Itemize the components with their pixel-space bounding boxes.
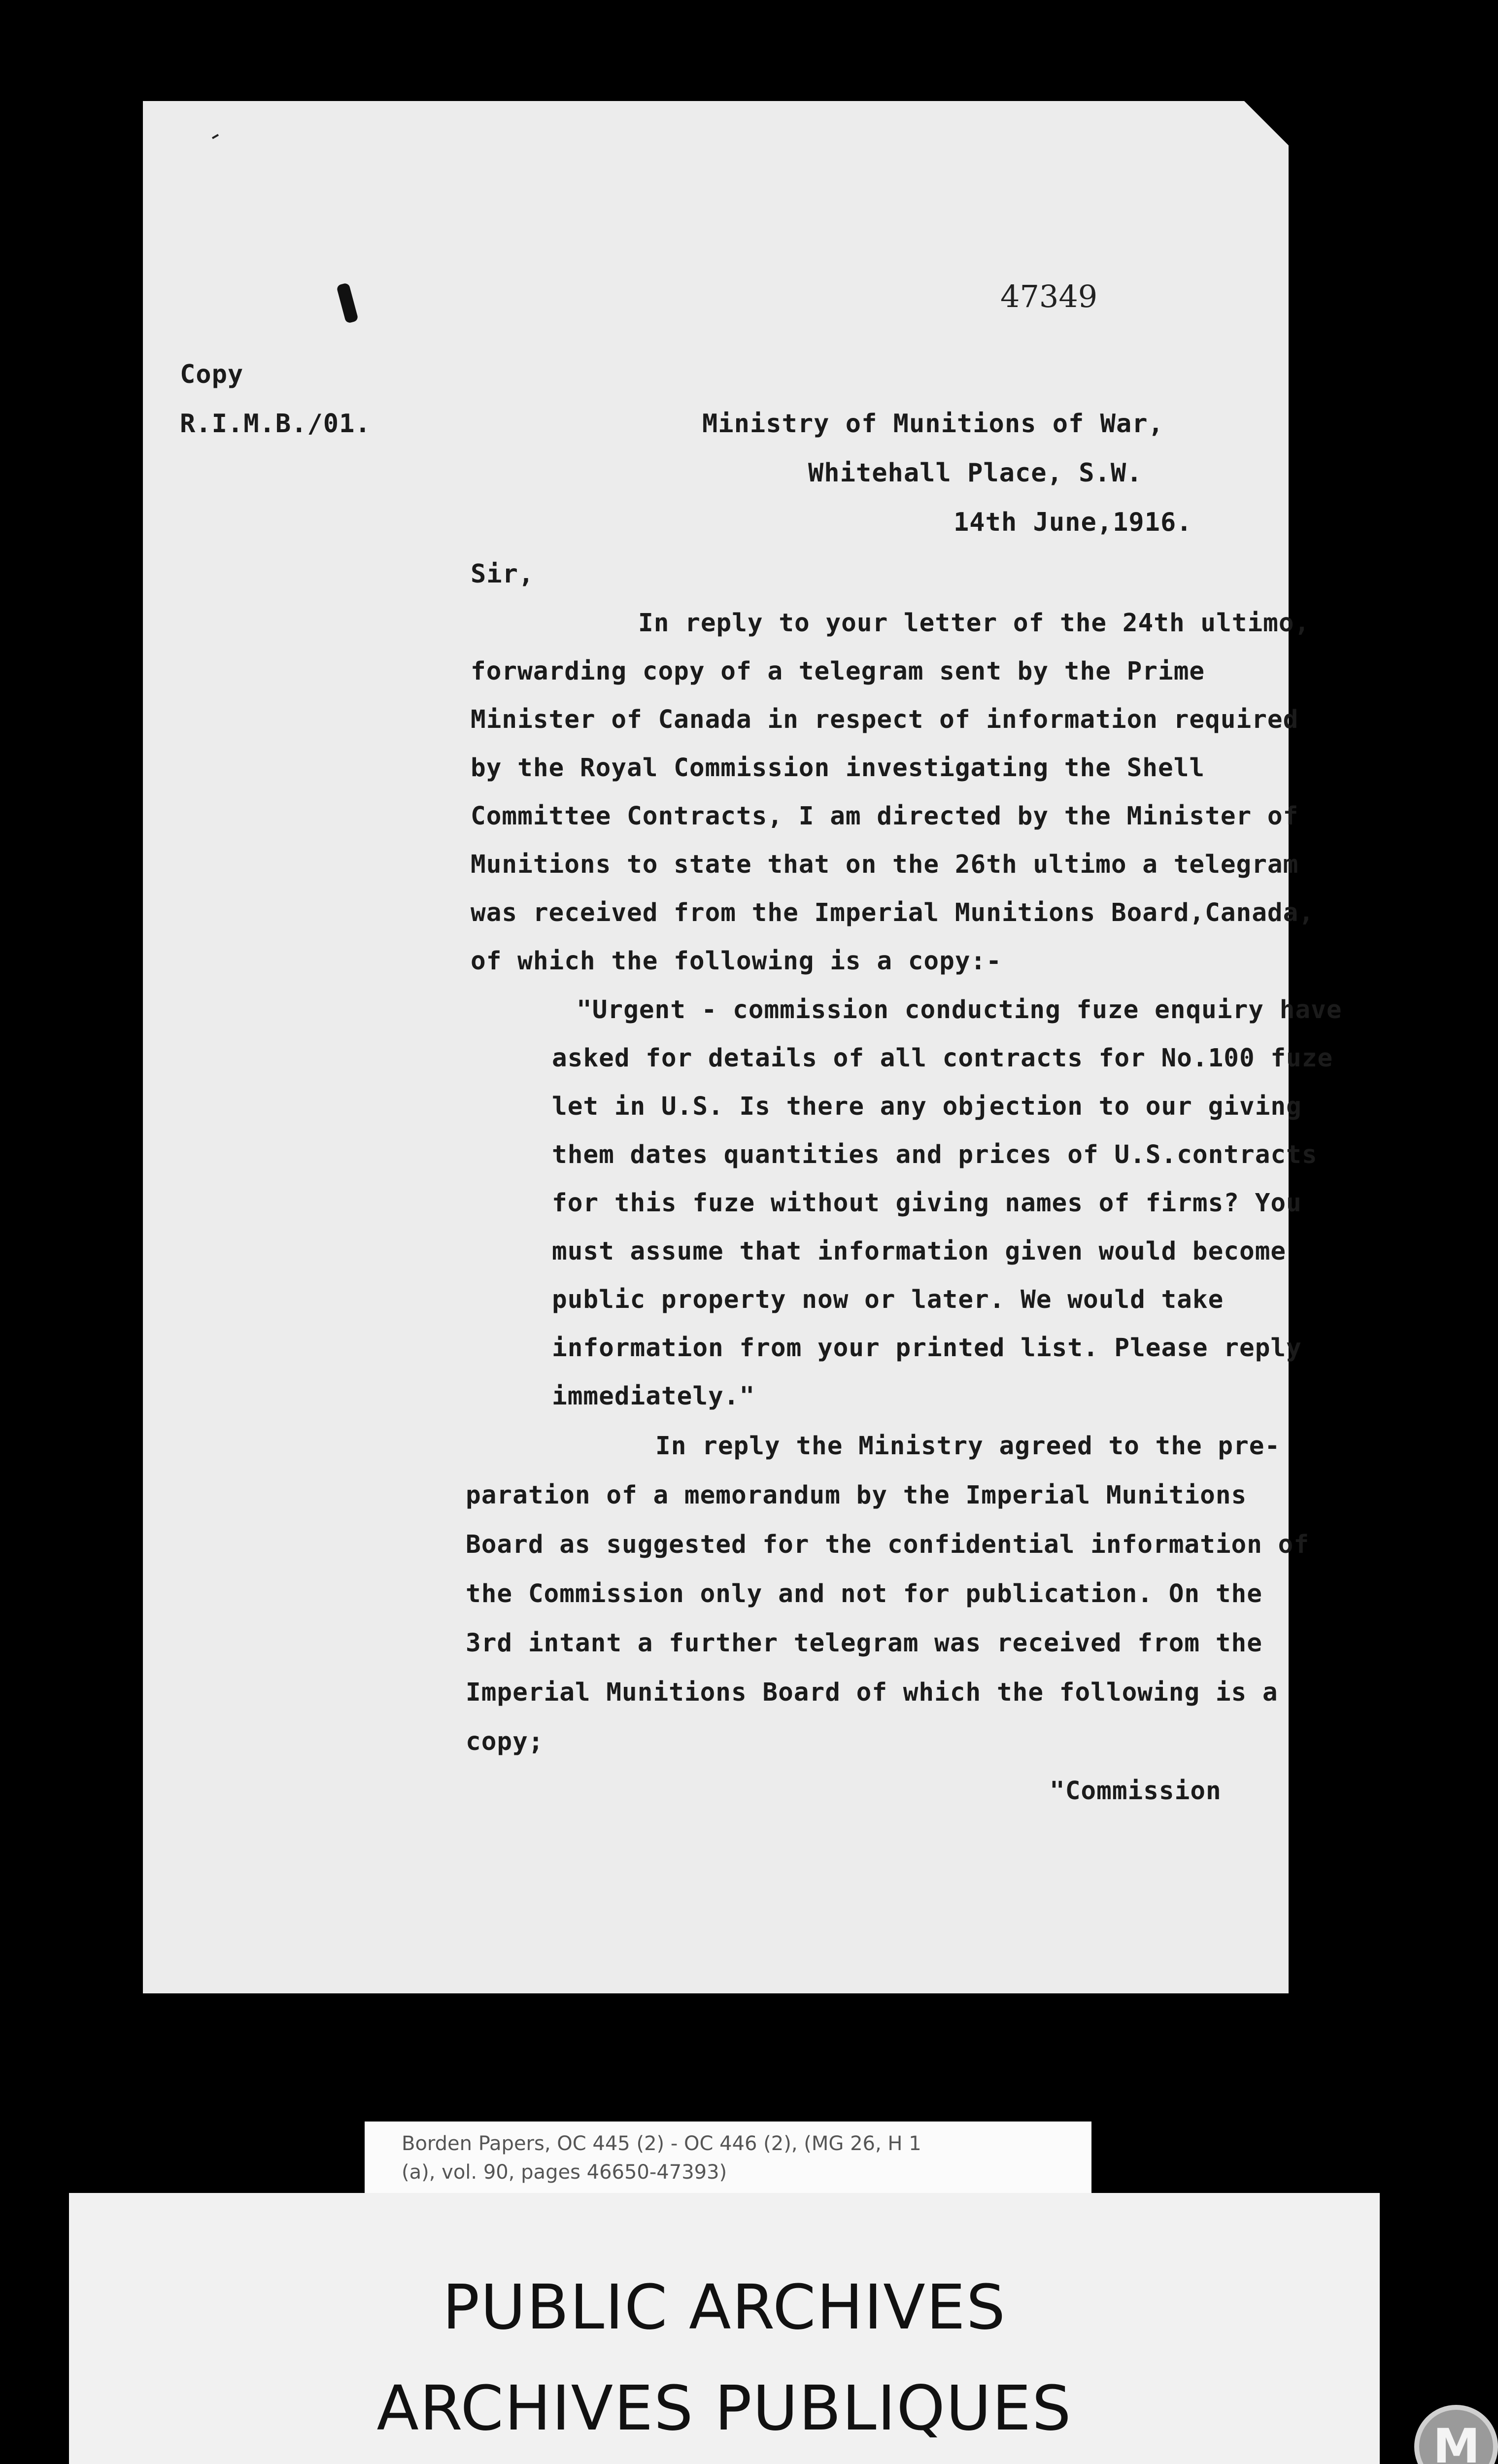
folded-corner <box>1244 101 1289 145</box>
salutation: Sir, <box>471 559 535 589</box>
paragraph-2-line: Board as suggested for the confidential information of <box>466 1530 1310 1559</box>
quote-line: them dates quantities and prices of U.S.contracts <box>552 1140 1318 1169</box>
page-number: 47349 <box>1000 278 1098 314</box>
slip-line-1: Borden Papers, OC 445 (2) - OC 446 (2), (MG 26, H 1 <box>402 2132 921 2155</box>
reference-number: R.I.M.B./01. <box>180 409 371 439</box>
banner-line-french: ARCHIVES PUBLIQUES <box>376 2373 1072 2444</box>
letter-date: 14th June,1916. <box>953 508 1192 537</box>
slip-line-2: (a), vol. 90, pages 46650-47393) <box>402 2161 727 2184</box>
paragraph-1-line: by the Royal Commission investigating the Shell <box>471 753 1205 783</box>
quote-line: "Urgent - commission conducting fuze enquiry have <box>577 995 1342 1025</box>
paragraph-2-line: 3rd intant a further telegram was received from the <box>466 1629 1262 1658</box>
paragraph-2-line: the Commission only and not for publication. On the <box>466 1579 1262 1608</box>
copy-label: Copy <box>180 360 244 389</box>
paragraph-1-line: of which the following is a copy:- <box>471 947 1002 976</box>
paragraph-2-line: paration of a memorandum by the Imperial Munitions <box>466 1481 1247 1510</box>
ink-mark <box>336 282 359 324</box>
quote-line: immediately." <box>552 1382 755 1411</box>
address-line-2: Whitehall Place, S.W. <box>808 458 1143 488</box>
banner-line-english: PUBLIC ARCHIVES <box>442 2272 1007 2343</box>
catchword: "Commission <box>1050 1777 1222 1806</box>
paragraph-1-line: In reply to your letter of the 24th ultimo, <box>638 609 1310 638</box>
quote-line: information from your printed list. Please reply <box>552 1334 1302 1363</box>
archive-reference-slip <box>365 2122 1091 2194</box>
quote-line: asked for details of all contracts for No.100 fuze <box>552 1044 1333 1073</box>
paragraph-1-line: forwarding copy of a telegram sent by the Prime <box>471 657 1205 686</box>
paragraph-1-line: Minister of Canada in respect of information required <box>471 705 1299 734</box>
paragraph-2-line: Imperial Munitions Board of which the following is a <box>466 1678 1278 1707</box>
archives-seal-icon: M <box>1414 2405 1498 2464</box>
pencil-mark <box>212 134 219 139</box>
archives-banner <box>69 2193 1380 2464</box>
quote-line: public property now or later. We would take <box>552 1285 1224 1314</box>
quote-line: let in U.S. Is there any objection to our giving <box>552 1092 1302 1121</box>
quote-line: must assume that information given would become <box>552 1237 1287 1266</box>
paragraph-1-line: Committee Contracts, I am directed by the Minister of <box>471 802 1299 831</box>
quote-line: for this fuze without giving names of firms? You <box>552 1189 1302 1218</box>
address-line-1: Ministry of Munitions of War, <box>702 409 1164 439</box>
paragraph-2-line: copy; <box>466 1727 544 1756</box>
paragraph-2-line: In reply the Ministry agreed to the pre- <box>655 1432 1281 1461</box>
paragraph-1-line: Munitions to state that on the 26th ultimo a telegram <box>471 850 1299 879</box>
letter-page <box>143 101 1342 1993</box>
paragraph-1-line: was received from the Imperial Munitions Board,Canada, <box>471 898 1315 927</box>
